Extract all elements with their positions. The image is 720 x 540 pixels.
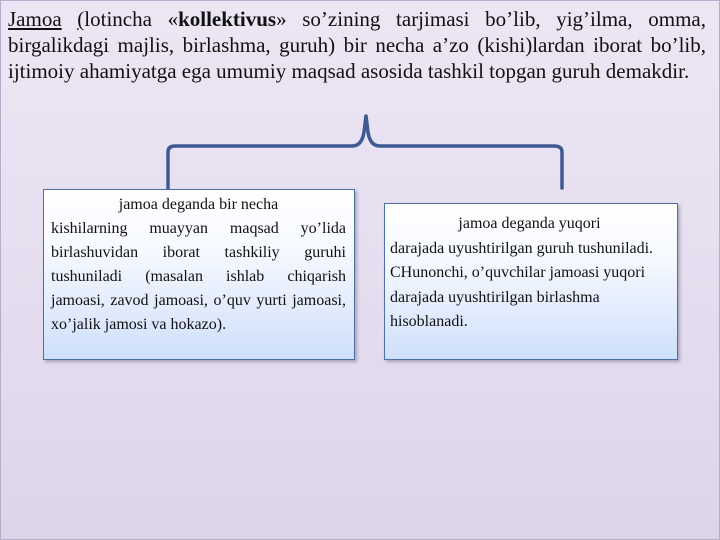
right-box-first-line: jamoa deganda yuqori: [458, 215, 601, 232]
term-jamoa: Jamoa: [8, 7, 62, 31]
definition-box-left: [43, 189, 355, 360]
left-box-text: kishilarning muayyan maqsad yo’lida birlashuvidan iborat tashkiliy guruhi tushuniladi (masalan ishlab chiqarish jamoasi, zavod jamoasi, o’quv yurti jamoasi, xo’jalik jamosi va hokazo).: [51, 220, 346, 333]
latin-word: kollektivus: [178, 7, 277, 31]
intro-part-2: » so’zining tarjimasi bo’lib, yig’ilma, omma, birgalikdagi majlis, birlashma, guruh) bir necha a’zo (kishi)lardan iborat bo’lib, ijtimoiy ahamiyatga ega umumiy maqsad asosida tashkil topgan guruh demakdir.: [8, 7, 706, 83]
left-box-first-line: jamoa deganda bir necha: [118, 196, 279, 213]
definition-box-right: [384, 203, 678, 360]
open-paren: (: [77, 7, 85, 31]
brace-shape: [168, 116, 562, 188]
intro-part-1: lotincha «: [84, 7, 179, 31]
right-box-text: darajada uyushtirilgan guruh tushuniladi. CHunonchi, o’quvchilar jamoasi yuqori darajada uyushtirilgan birlashma hisoblanadi.: [390, 239, 654, 330]
